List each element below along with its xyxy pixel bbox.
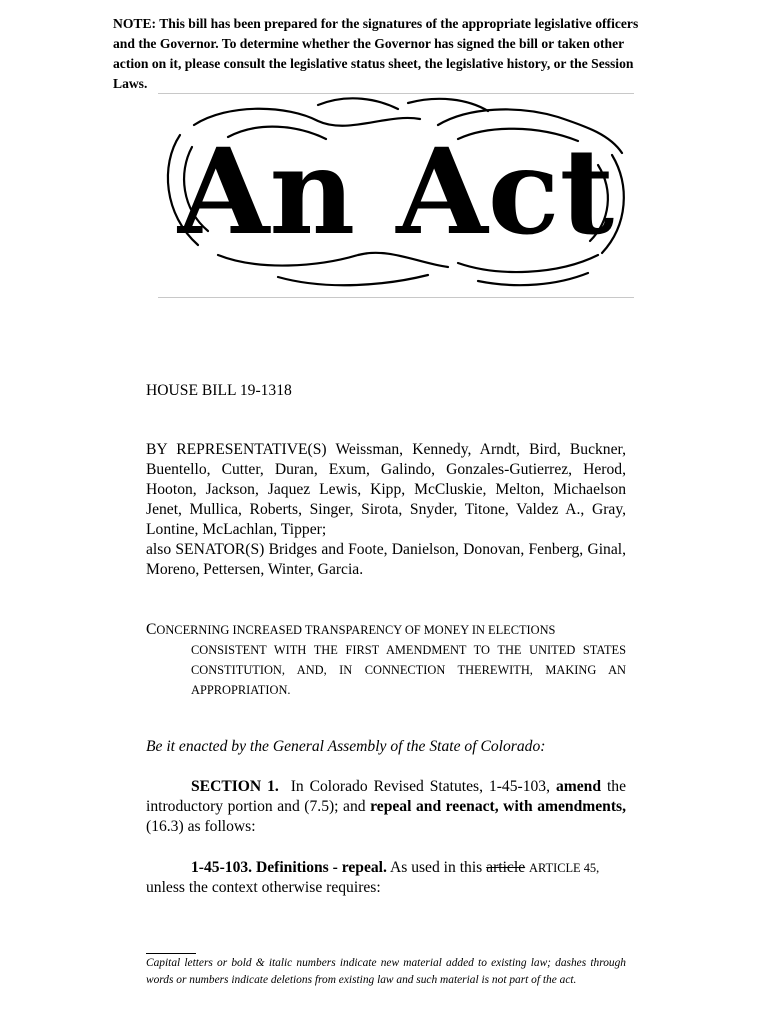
footnote-rule [146,953,196,954]
representatives-list: BY REPRESENTATIVE(S) Weissman, Kennedy, Arndt, Bird, Buckner, Buentello, Cutter, Duran, Exum, Galindo, Gonzales-Gutierrez, Herod, Hooton, Jackson, Jaquez Lewis, Kipp, McCluskie, Melton, Michaelson Jenet, Mullica, Roberts, Singer, Sirota, Snyder, Titone, Valdez A., Gray, Lontine, McLachlan, Tipper; [146,441,626,538]
definitions-paragraph [146,858,626,898]
section-text-1: In Colorado Revised Statutes, 1-45-103, [290,778,551,795]
an-act-emblem-graphic [158,95,634,295]
definitions-heading: 1-45-103. Definitions - repeal. [191,859,387,876]
senators-list: also SENATOR(S) Bridges and Foote, Danielson, Donovan, Fenberg, Ginal, Moreno, Pettersen, Winter, Garcia. [146,541,626,578]
section-amend: amend [555,778,602,795]
definitions-text-1: As used in this [389,859,483,876]
emblem-title: An Act [177,122,615,261]
sponsors [146,440,626,580]
footnote: Capital letters or bold & italic numbers indicate new material added to existing law; dashes through words or numbers indicate deletions from existing law and such material is not part of the act. [146,957,626,986]
bill-title [146,620,626,700]
governor-signature-note: NOTE: This bill has been prepared for the signatures of the appropriate legislative officers and the Governor. To determine whether the Governor has signed the bill or taken other action on it, please consult the legislative status sheet, the legislative history, or the Session Laws. [113,16,639,91]
section-text-3: (16.3) as follows: [146,818,256,835]
bill-title-rest: CONSISTENT WITH THE FIRST AMENDMENT TO THE UNITED STATES CONSTITUTION, AND, IN CONNECTION THEREWITH, MAKING AN APPROPRIATION. [191,643,626,697]
bill-title-first-line: ONCERNING INCREASED TRANSPARENCY OF MONEY IN ELECTIONS [156,623,556,637]
deleted-word: article [486,859,526,876]
section-1 [146,777,626,837]
section-repeal: repeal and reenact, with amendments, [370,798,626,815]
an-act-emblem [158,95,634,295]
definitions-text-2: unless the context otherwise requires: [146,879,381,896]
top-divider [158,93,634,94]
bill-title-initial: C [146,621,157,638]
enacting-clause: Be it enacted by the General Assembly of the State of Colorado: [146,738,546,755]
bill-number: HOUSE BILL 19-1318 [146,382,292,399]
bottom-divider [158,297,634,298]
section-heading: SECTION 1. [191,778,279,795]
section-text-2: the introductory portion and (7.5); and [146,778,627,815]
inserted-word: ARTICLE 45, [529,861,600,875]
